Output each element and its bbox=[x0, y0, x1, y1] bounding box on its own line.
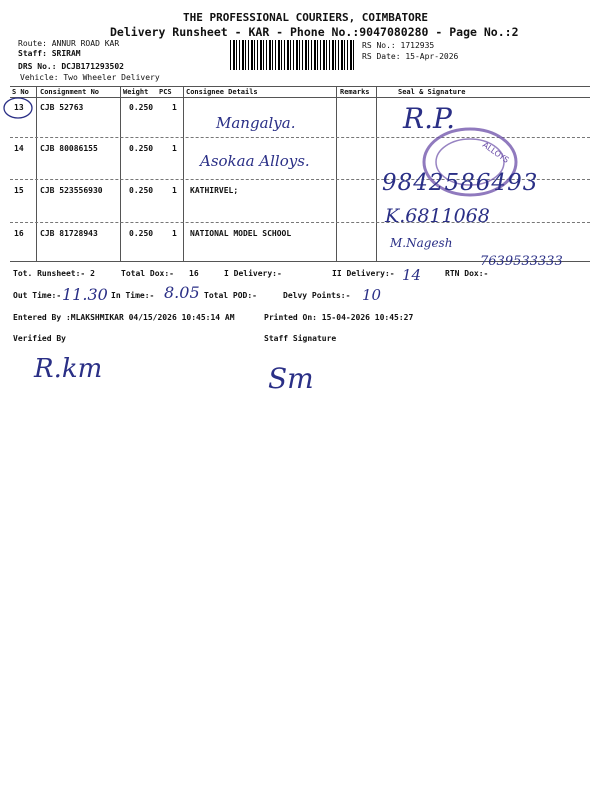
delvy-points-label: Delvy Points:- bbox=[283, 291, 351, 300]
row-consignment: CJB 52763 bbox=[40, 103, 84, 112]
total-dox-label: Total Dox:- bbox=[121, 269, 174, 278]
row16-signature: M.Nagesh bbox=[390, 236, 453, 250]
row-pcs: 1 bbox=[172, 103, 177, 112]
ii-delivery-label: II Delivery:- bbox=[332, 269, 395, 278]
rs-number: RS No.: 1712935 bbox=[362, 41, 435, 50]
col-seal: Seal & Signature bbox=[398, 88, 466, 96]
entered-by: Entered By :MLAKSHMIKAR 04/15/2026 10:45:14 AM bbox=[13, 313, 235, 322]
col-weight: Weight bbox=[123, 88, 149, 96]
total-pod-label: Total POD:- bbox=[204, 291, 257, 300]
circle-mark-icon bbox=[2, 95, 34, 121]
total-dox-value: 16 bbox=[189, 269, 199, 278]
svg-text:ALLOYS: ALLOYS bbox=[480, 140, 511, 165]
out-time-label: Out Time:- bbox=[13, 291, 62, 300]
staff-signature-label: Staff Signature bbox=[264, 334, 337, 343]
row-sno: 13 bbox=[14, 103, 24, 112]
out-time-value: 11.30 bbox=[62, 285, 108, 304]
col-separator bbox=[376, 86, 377, 261]
row-weight: 0.250 bbox=[129, 144, 154, 153]
row-consignee: KATHIRVEL; bbox=[190, 186, 239, 195]
col-remarks: Remarks bbox=[340, 88, 370, 96]
row-divider bbox=[10, 222, 590, 223]
col-consignee: Consignee Details bbox=[186, 88, 258, 96]
in-time-value: 8.05 bbox=[164, 283, 200, 302]
row-consignee-handwritten: Mangalya. bbox=[216, 114, 296, 132]
row-sno: 16 bbox=[14, 229, 24, 238]
row-weight: 0.250 bbox=[129, 103, 154, 112]
row-weight: 0.250 bbox=[129, 186, 154, 195]
barcode bbox=[230, 40, 356, 70]
col-separator bbox=[36, 86, 37, 261]
row-pcs: 1 bbox=[172, 186, 177, 195]
header-rule-bottom bbox=[10, 97, 590, 98]
verified-by-label: Verified By bbox=[13, 334, 66, 343]
rtn-dox-label: RTN Dox:- bbox=[445, 269, 489, 278]
row-consignee: NATIONAL MODEL SCHOOL bbox=[190, 229, 292, 238]
row-consignment: CJB 80086155 bbox=[40, 144, 98, 153]
tot-runsheet: Tot. Runsheet:- 2 bbox=[13, 269, 95, 278]
row-weight: 0.250 bbox=[129, 229, 154, 238]
col-sno: S No bbox=[12, 88, 29, 96]
row-sno: 15 bbox=[14, 186, 24, 195]
row13-signature: R.P. bbox=[403, 102, 456, 135]
row-consignee-handwritten: Asokaa Alloys. bbox=[200, 152, 310, 170]
printed-on: Printed On: 15-04-2026 10:45:27 bbox=[264, 313, 414, 322]
receiver-phone-2: 7639533333 bbox=[480, 254, 563, 269]
staff-signature: Sm bbox=[268, 362, 314, 395]
receiver-name: K.6811068 bbox=[385, 205, 490, 227]
row-sno: 14 bbox=[14, 144, 24, 153]
row-pcs: 1 bbox=[172, 229, 177, 238]
company-name: THE PROFESSIONAL COURIERS, COIMBATORE bbox=[183, 11, 429, 24]
route: Route: ANNUR ROAD KAR bbox=[18, 39, 120, 48]
col-consignment: Consignment No bbox=[40, 88, 100, 96]
drs-number: DRS No.: DCJB171293502 bbox=[18, 62, 124, 71]
i-delivery-label: I Delivery:- bbox=[224, 269, 282, 278]
col-pcs: PCS bbox=[159, 88, 172, 96]
row-consignment: CJB 81728943 bbox=[40, 229, 98, 238]
row-consignment: CJB 523556930 bbox=[40, 186, 103, 195]
in-time-label: In Time:- bbox=[111, 291, 155, 300]
ii-delivery-value: 14 bbox=[402, 266, 422, 284]
delvy-points-value: 10 bbox=[362, 286, 382, 304]
vehicle: Vehicle: Two Wheeler Delivery bbox=[20, 73, 160, 82]
col-separator bbox=[120, 86, 121, 261]
rs-date: RS Date: 15-Apr-2026 bbox=[362, 52, 459, 61]
col-separator bbox=[336, 86, 337, 261]
header-rule-top bbox=[10, 86, 590, 87]
verified-signature: R.km bbox=[34, 354, 103, 384]
row-pcs: 1 bbox=[172, 144, 177, 153]
runsheet-title: Delivery Runsheet - KAR - Phone No.:9047080280 - Page No.:2 bbox=[110, 25, 519, 39]
staff: Staff: SRIRAM bbox=[18, 49, 81, 58]
col-separator bbox=[183, 86, 184, 261]
receiver-phone: 9842586493 bbox=[382, 170, 539, 196]
